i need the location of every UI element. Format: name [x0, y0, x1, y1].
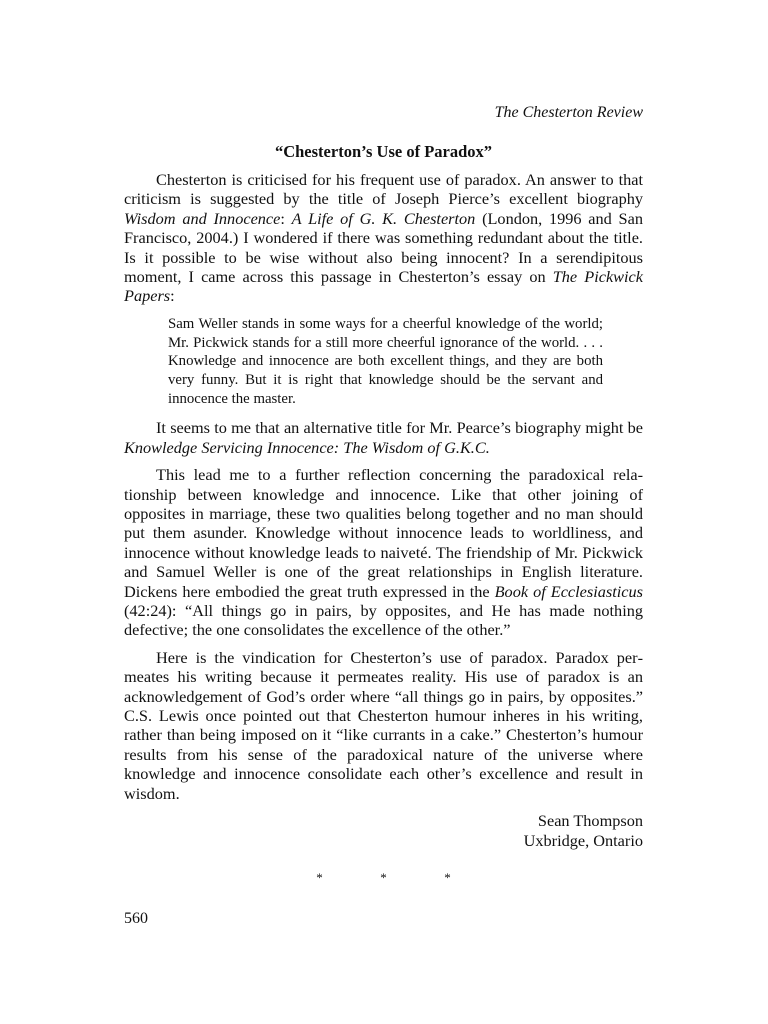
article-title: “Chesterton’s Use of Paradox”	[274, 142, 493, 161]
paragraph-1-text-b: (London, 1996 and San Francisco, 2004.) I wondered if there was something redundant about the title. Is it possible to be wise without also being innocent? In a serendipitous moment, I came across this passage in Chesterton’s essay on	[124, 208, 643, 287]
book-subtitle-life-of-chesterton: A Life of G. K. Chesterton	[291, 208, 476, 228]
book-title-pickwick-papers: The Pickwick Papers	[124, 267, 644, 306]
book-title-ecclesiasticus: Book of Ecclesiasticus	[494, 581, 643, 601]
paragraph-1-text-a: Chesterton is criticised for his frequent use of paradox. An answer to that criticism is suggested by the title of Joseph Pierce’s excellent biography	[124, 170, 643, 209]
book-title-wisdom-and-innocence: Wisdom and Innocence	[124, 208, 281, 228]
separator-asterisk: *	[316, 870, 323, 885]
section-separator	[124, 870, 643, 886]
paragraph-3-text-b: (42:24): “All things go in pairs, by opposites, and He has made nothing defective; the one consolidates the excellence of the other.”	[124, 601, 643, 640]
author-name: Sean Thompson	[537, 811, 643, 831]
paragraph-4: Here is the vindication for Chesterton’s use of paradox. Paradox permeates his writing because it permeates reality. His use of paradox is an acknowledgement of God’s order where “all things go in pairs, by opposites.” C.S. Lewis once pointed out that Chesterton humour inheres in his writing, rather than being imposed on it “like currants in a cake.” Chesterton’s humour results from his sense of the paradoxical nature of the universe where knowledge and innocence consolidate each other’s excellence and result in wisdom.	[124, 647, 643, 803]
block-quote: Sam Weller stands in some ways for a cheerful knowledge of the world; Mr. Pickwick stands for a still more cheerful ignorance of the world. . . . Knowledge and innocence are both excellent things, and they are both very funny. But it is right that knowledge should be the servant and innocence the master.	[168, 315, 603, 407]
paragraph-1-text-c: :	[170, 286, 175, 306]
separator-asterisk: *	[380, 870, 387, 885]
paragraph-3-text-a: This lead me to a further reflection concerning the paradoxical relationship between knowledge and innocence. Like that other joining of opposites in marriage, these two qualities belong together and no man should put them asunder. Knowledge without innocence leads to worldliness, and innocence without knowledge leads to naiveté. The friendship of Mr. Pickwick and Samuel Weller is one of the great relationships in English literature. Dickens here embodied the great truth expressed in the	[124, 465, 643, 601]
signature-block	[124, 811, 643, 851]
running-head: The Chesterton Review	[494, 104, 643, 121]
document-page	[124, 0, 643, 1024]
article-body	[124, 170, 643, 851]
paragraph-2-text: It seems to me that an alternative title for Mr. Pearce’s biography might be	[156, 418, 643, 438]
paragraph-3	[124, 465, 643, 640]
paragraph-2	[124, 418, 643, 457]
alternative-title: Knowledge Servicing Innocence: The Wisdom of G.K.C.	[124, 437, 490, 457]
author-location: Uxbridge, Ontario	[523, 831, 643, 851]
page-number: 560	[124, 910, 148, 927]
separator-asterisk: *	[444, 870, 451, 885]
paragraph-1	[124, 170, 643, 306]
paragraph-1-colon: :	[280, 208, 292, 228]
